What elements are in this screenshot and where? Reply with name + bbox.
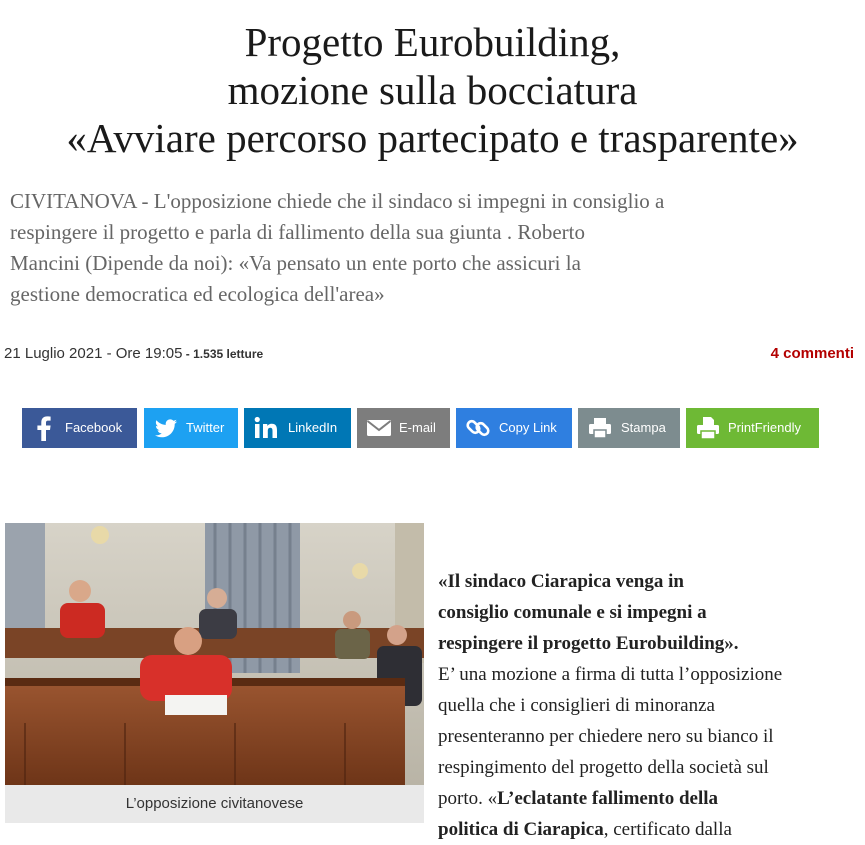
title-line: mozione sulla bocciatura bbox=[227, 67, 638, 113]
article-line bbox=[438, 783, 858, 814]
article-line: E’ una mozione a firma di tutta l’opposizione bbox=[438, 664, 783, 685]
share-linkedin-button[interactable] bbox=[244, 408, 351, 448]
share-label: Stampa bbox=[621, 420, 666, 435]
article-bold-text: politica di Ciarapica bbox=[438, 819, 604, 840]
share-label: Twitter bbox=[186, 420, 225, 435]
publish-date: 21 Luglio 2021 - Ore 19:05 bbox=[4, 345, 183, 362]
share-printfriendly-button[interactable] bbox=[686, 408, 819, 448]
article-text: porto. « bbox=[438, 788, 498, 809]
article-line bbox=[438, 814, 858, 845]
share-copy-link-button[interactable] bbox=[456, 408, 572, 448]
email-icon bbox=[365, 414, 393, 442]
title-line: «Avviare percorso partecipato e trasparente» bbox=[66, 115, 799, 161]
read-count: - 1.535 letture bbox=[182, 347, 264, 361]
print-icon bbox=[586, 414, 614, 442]
comments-link[interactable]: 4 commenti bbox=[770, 345, 854, 362]
share-twitter-button[interactable] bbox=[144, 408, 238, 448]
printfriendly-icon bbox=[694, 414, 722, 442]
article-lead-line: «Il sindaco Ciarapica venga in bbox=[438, 571, 684, 592]
council-room-photo bbox=[5, 523, 424, 785]
linkedin-icon bbox=[252, 414, 280, 442]
article-line: respingimento del progetto della società sul bbox=[438, 757, 769, 778]
article-lead-line: respingere il progetto Eurobuilding». bbox=[438, 633, 739, 654]
subtitle-line: Mancini (Dipende da noi): «Va pensato un ente porto che assicuri la bbox=[10, 251, 581, 275]
article-body bbox=[438, 566, 858, 845]
article-photo[interactable] bbox=[5, 523, 424, 785]
photo-caption: L’opposizione civitanovese bbox=[5, 785, 424, 823]
share-email-button[interactable] bbox=[357, 408, 450, 448]
article-text: , certificato dalla bbox=[603, 819, 732, 840]
subtitle-line: gestione democratica ed ecologica dell'area» bbox=[10, 282, 385, 306]
facebook-icon bbox=[30, 414, 58, 442]
share-label: PrintFriendly bbox=[728, 420, 801, 435]
share-facebook-button[interactable] bbox=[22, 408, 137, 448]
article-line: quella che i consiglieri di minoranza bbox=[438, 695, 715, 716]
article-bold-text: L’eclatante fallimento della bbox=[497, 788, 719, 809]
title-line: Progetto Eurobuilding, bbox=[244, 19, 621, 65]
share-label: LinkedIn bbox=[288, 420, 338, 435]
article-title bbox=[0, 18, 865, 162]
subtitle-line: respingere il progetto e parla di fallimento della sua giunta . Roberto bbox=[10, 220, 585, 244]
article-meta bbox=[4, 345, 263, 362]
share-print-button[interactable] bbox=[578, 408, 680, 448]
share-label: Facebook bbox=[65, 420, 123, 435]
article-subtitle bbox=[10, 186, 855, 310]
share-label: E-mail bbox=[399, 420, 436, 435]
link-icon bbox=[464, 414, 492, 442]
twitter-icon bbox=[152, 414, 180, 442]
article-line: presenteranno per chiedere nero su bianco il bbox=[438, 726, 774, 747]
share-label: Copy Link bbox=[499, 420, 557, 435]
article-figure bbox=[5, 523, 424, 823]
article-lead-line: consiglio comunale e si impegni a bbox=[438, 602, 707, 623]
subtitle-line: CIVITANOVA - L'opposizione chiede che il sindaco si impegni in consiglio a bbox=[10, 189, 665, 213]
